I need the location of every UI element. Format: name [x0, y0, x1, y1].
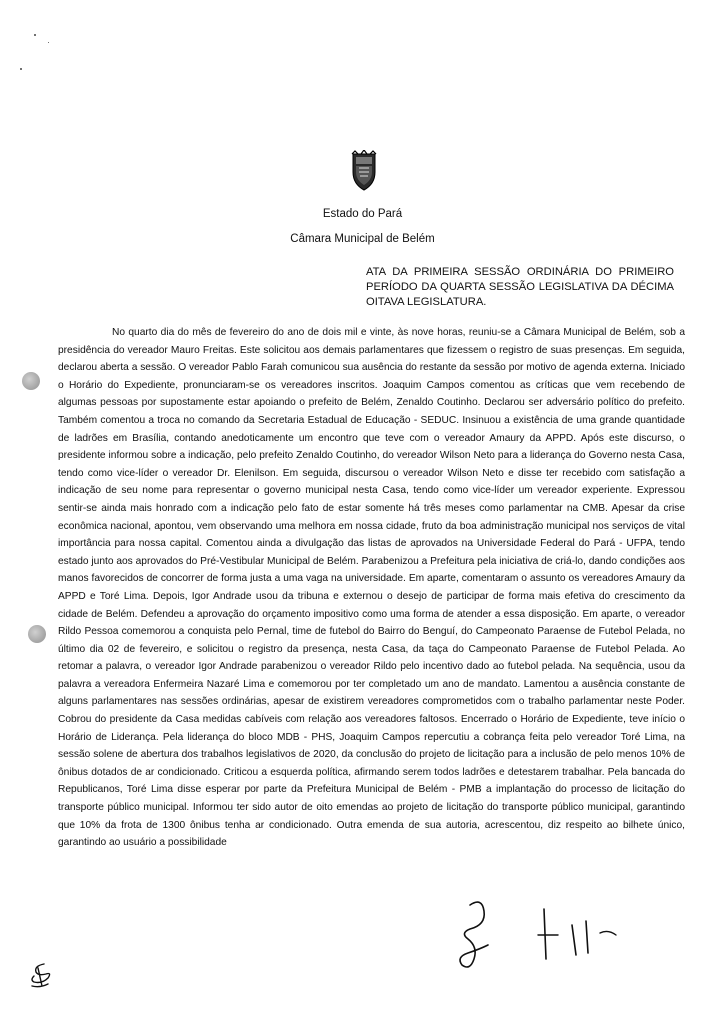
initials-mark — [28, 960, 54, 990]
scan-speck — [20, 68, 22, 70]
minutes-paragraph: No quarto dia do mês de fevereiro do ano de dois mil e vinte, às nove horas, reuniu-se a Câmara Municipal de Belém, sob a presidência do vereador Mauro Freitas. Este solicitou aos demais parlamentares que fizessem o registro de suas presenças. Em seguida, declarou aberta a sessão. O vereador Pablo Farah comunicou sua ausência do restante da sessão por motivo de agenda externa. Iniciado o Horário do Expediente, pronunciaram-se os vereadores inscritos. Joaquim Campos comentou as críticas que vem recebendo de algumas pessoas por supostamente estar apoiando o prefeito de Belém, Zenaldo Coutinho. Declarou ser adversário político do prefeito. Também comentou a troca no comando da Secretaria Estadual de Educação - SEDUC. Insinuou a existência de uma grande quantidade de ladrões em Brasília, contando anedoticamente um encontro que teve com o vereador Amaury da APPD. Após este discurso, o presidente informou sobre a indicação, pelo prefeito Zenaldo Coutinho, do vereador Wilson Neto para a liderança do Governo nesta Casa, tendo como vice-líder o vereador Dr. Elenilson. Em seguida, discursou o vereador Wilson Neto e disse ter recebido com satisfação a indicação de seu nome para representar o governo municipal nesta Casa, tendo como vice-líder um vereador experiente. Expressou sentir-se ainda mais honrado com a indicação pelo fato de estar somente há três meses como parlamentar na CMB. Apesar da crise econômica nacional, apontou, vem observando uma melhora em nossa cidade, fruto da boa administração municipal nos serviços de vital importância para nossa capital. Comentou ainda a divulgação das listas de aprovados na Universidade Federal do Pará - UFPA, tendo estado junto aos aprovados do Pré-Vestibular Municipal de Belém. Parabenizou a Prefeitura pela iniciativa de criá-lo, dando condições aos manos favorecidos de concorrer de forma justa a uma vaga na universidade. Em aparte, comentaram o assunto os vereadores Amaury da APPD e Toré Lima. Depois, Igor Andrade usou da tribuna e externou o desejo de participar de forma mais efetiva do crescimento da cidade de Belém. Defendeu a aprovação do orçamento impositivo como uma forma de atender a essa disposição. Em aparte, o vereador Rildo Pessoa comemorou a conquista pelo Pernal, time de futebol do Bairro do Benguí, do Campeonato Paraense de Futebol Pelada, no último dia 02 de fevereiro, e solicitou o registro da presença, nesta Casa, da taça do Campeonato Paraense de Futebol Pelada. Ao retomar a palavra, o vereador Igor Andrade parabenizou o vereador Rildo pelo incentivo dado ao futebol pelada. Na sequência, usou da palavra a vereadora Enfermeira Nazaré Lima e comemorou por ter completado um ano de mandato. Lamentou a ausência constante de alguns parlamentares nas sessões ordinárias, apesar de existirem vereadores comprometidos com o trabalho parlamentar neste Poder. Cobrou do presidente da Casa medidas cabíveis com relação aos vereadores faltosos. Encerrado o Horário de Expediente, teve início o Horário de Liderança. Pela liderança do bloco MDB - PHS, Joaquim Campos repercutiu a cobrança feita pelo vereador Toré Lima, na sessão solene de abertura dos trabalhos legislativos de 2020, da conclusão do projeto de licitação para a inclusão de pelo menos 10% de ônibus dotados de ar condicionado. Criticou a esquerda política, afirmando serem todos ladrões e detestarem trabalhar. Pela bancada do Republicanos, Toré Lima disse esperar por parte da Prefeitura Municipal de Belém - PMB a implantação do processo de licitação do transporte público municipal. Informou ter sido autor de oito emendas ao projeto de licitação do transporte público municipal, garantindo que 10% da frota de 1300 ônibus tenha ar condicionado. Outra emenda de sua autoria, acrescentou, diz respeito ao bilhete único, garantindo ao usuário a possibilidade — [58, 327, 685, 849]
state-heading: Estado do Pará — [322, 208, 403, 220]
chamber-heading: Câmara Municipal de Belém — [290, 233, 435, 245]
punch-hole-top — [22, 372, 40, 390]
scan-speck — [48, 42, 49, 43]
signature-mark — [440, 895, 650, 975]
coat-of-arms-icon — [350, 150, 378, 192]
minutes-body — [58, 324, 685, 852]
minutes-title: ATA DA PRIMEIRA SESSÃO ORDINÁRIA DO PRIMEIRO PERÍODO DA QUARTA SESSÃO LEGISLATIVA DA DÉCIMA OITAVA LEGISLATURA. — [366, 266, 674, 309]
punch-hole-bottom — [28, 625, 46, 643]
scan-speck — [34, 34, 36, 36]
